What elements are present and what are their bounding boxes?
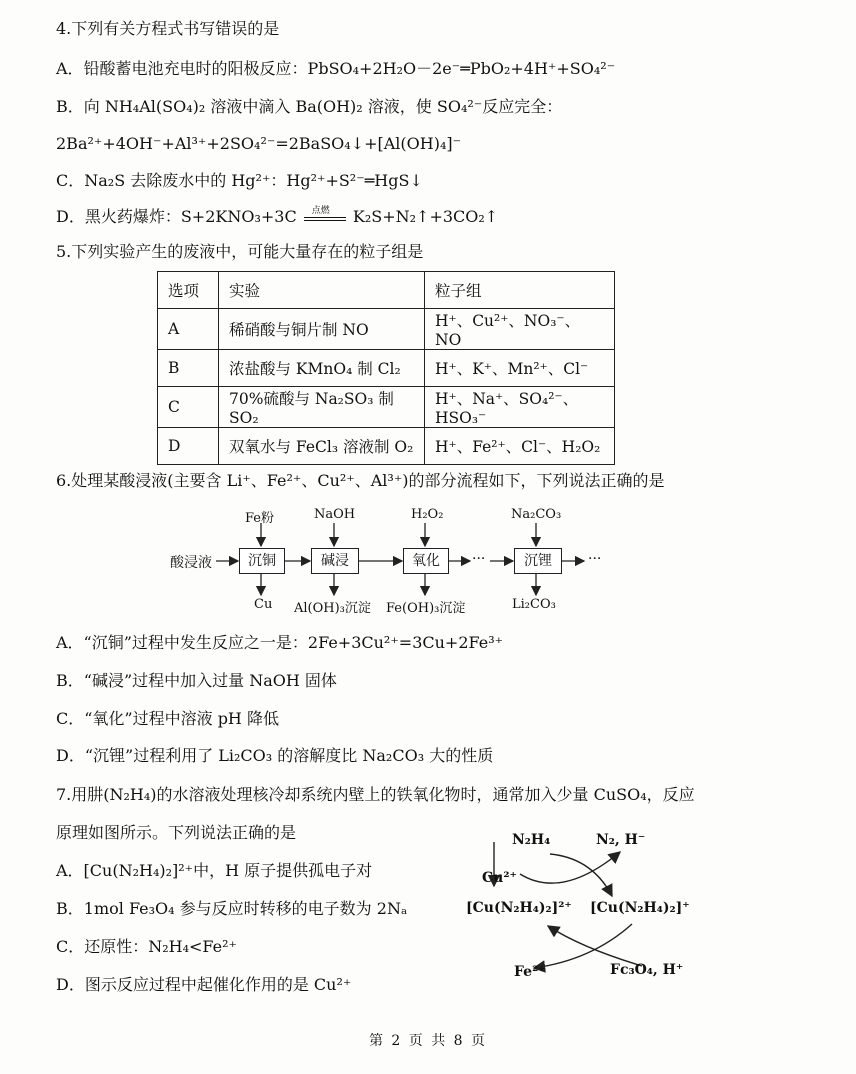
header-particles: 粒子组 — [425, 272, 615, 309]
flow-ellipsis-1: ··· — [472, 551, 486, 567]
table-row — [158, 387, 615, 428]
flow-step-copper: 沉铜 — [239, 548, 285, 574]
row-particles: H⁺、Fe²⁺、Cl⁻、H₂O₂ — [425, 428, 615, 465]
flow-reagent-fe: Fe粉 — [245, 511, 275, 526]
q7-stem-line2: 原理如图所示。下列说法正确的是 — [56, 823, 297, 842]
label-n2h4: N₂H₄ — [512, 832, 551, 848]
flow-product-cu: Cu — [254, 597, 273, 612]
flow-product-aloh3: Al(OH)₃沉淀 — [294, 601, 371, 616]
row-experiment: 浓盐酸与 KMnO₄ 制 Cl₂ — [219, 350, 425, 387]
q6-option-c: C．“氧化”过程中溶液 pH 降低 — [56, 709, 279, 728]
q4-option-c: C．Na₂S 去除废水中的 Hg²⁺：Hg²⁺+S²⁻═HgS↓ — [56, 171, 423, 190]
q5-stem: 5.下列实验产生的废液中，可能大量存在的粒子组是 — [56, 242, 424, 261]
header-experiment: 实验 — [219, 272, 425, 309]
flow-reagent-na2co3: Na₂CO₃ — [511, 507, 562, 522]
label-fe3o4-h: Fc₃O₄, H⁺ — [610, 962, 684, 978]
label-fe2: Fe²⁺ — [514, 964, 546, 980]
q7-stem-line1: 7.用肼(N₂H₄)的水溶液处理核冷却系统内壁上的铁氧化物时，通常加入少量 CuSO₄，反应 — [56, 785, 695, 804]
label-cu2: Cu²⁺ — [482, 870, 517, 886]
row-option: D — [158, 428, 219, 465]
row-experiment: 稀硝酸与铜片制 NO — [219, 309, 425, 350]
q6-flow-diagram — [160, 505, 620, 615]
row-particles: H⁺、Na⁺、SO₄²⁻、HSO₃⁻ — [425, 387, 615, 428]
q4-option-b-line1: B．向 NH₄Al(SO₄)₂ 溶液中滴入 Ba(OH)₂ 溶液，使 SO₄²⁻反应完全： — [56, 97, 563, 116]
q4-stem: 4.下列有关方程式书写错误的是 — [56, 19, 280, 38]
flow-product-li2co3: Li₂CO₃ — [512, 597, 556, 612]
flow-ellipsis-2: ··· — [588, 551, 602, 567]
q4-d-condition-arrow — [302, 205, 348, 228]
q6-stem: 6.处理某酸浸液(主要含 Li⁺、Fe²⁺、Cu²⁺、Al³⁺)的部分流程如下，下列说法正确的是 — [56, 471, 665, 490]
q4-option-d — [56, 206, 498, 228]
flow-reagent-h2o2: H₂O₂ — [411, 507, 444, 522]
row-option: C — [158, 387, 219, 428]
row-particles: H⁺、K⁺、Mn²⁺、Cl⁻ — [425, 350, 615, 387]
q5-table — [157, 271, 615, 465]
table-row — [158, 428, 615, 465]
row-particles: H⁺、Cu²⁺、NO₃⁻、NO — [425, 309, 615, 350]
flow-product-feoh3: Fe(OH)₃沉淀 — [386, 601, 466, 616]
q6-option-b: B．“碱浸”过程中加入过量 NaOH 固体 — [56, 671, 337, 690]
flow-start-label: 酸浸液 — [170, 555, 212, 571]
label-complex-2plus: [Cu(N₂H₄)₂]²⁺ — [466, 900, 572, 916]
q4-option-a: A．铅酸蓄电池充电时的阳极反应：PbSO₄+2H₂O－2e⁻═PbO₂+4H⁺+SO₄²⁻ — [56, 59, 616, 78]
row-experiment: 双氧水与 FeCl₃ 溶液制 O₂ — [219, 428, 425, 465]
q7-option-d: D．图示反应过程中起催化作用的是 Cu²⁺ — [56, 975, 352, 994]
q4-d-products: K₂S+N₂↑+3CO₂↑ — [352, 207, 499, 226]
page-footer: 第 2 页 共 8 页 — [368, 1033, 488, 1049]
label-complex-1plus: [Cu(N₂H₄)₂]⁺ — [590, 900, 690, 916]
q6-option-d: D．“沉锂”过程利用了 Li₂CO₃ 的溶解度比 Na₂CO₃ 大的性质 — [56, 746, 494, 765]
row-option: A — [158, 309, 219, 350]
q5-table-header — [158, 272, 615, 309]
row-option: B — [158, 350, 219, 387]
flow-step-lithium: 沉锂 — [514, 548, 562, 574]
q6-option-a: A．“沉铜”过程中发生反应之一是：2Fe+3Cu²⁺=3Cu+2Fe³⁺ — [56, 633, 504, 652]
flow-step-oxidize: 氧化 — [403, 548, 449, 574]
table-row — [158, 309, 615, 350]
q7-option-a: A．[Cu(N₂H₄)₂]²⁺中，H 原子提供孤电子对 — [56, 861, 373, 880]
label-n2-h: N₂, H⁻ — [596, 832, 646, 848]
q7-option-b: B．1mol Fe₃O₄ 参与反应时转移的电子数为 2Nₐ — [56, 899, 408, 918]
q4-d-reactants: D．黑火药爆炸：S+2KNO₃+3C — [56, 207, 297, 226]
row-experiment: 70%硫酸与 Na₂SO₃ 制 SO₂ — [219, 387, 425, 428]
q4-d-condition: 点燃 — [311, 205, 330, 216]
flow-step-alkali: 碱浸 — [311, 548, 359, 574]
q4-option-b-line2: 2Ba²⁺+4OH⁻+Al³⁺+2SO₄²⁻=2BaSO₄↓+[Al(OH)₄]⁻ — [56, 134, 462, 153]
q7-option-c: C．还原性：N₂H₄<Fe²⁺ — [56, 937, 237, 956]
table-row — [158, 350, 615, 387]
flow-reagent-naoh: NaOH — [314, 507, 356, 522]
header-option: 选项 — [158, 272, 219, 309]
q7-cycle-diagram — [462, 828, 702, 988]
